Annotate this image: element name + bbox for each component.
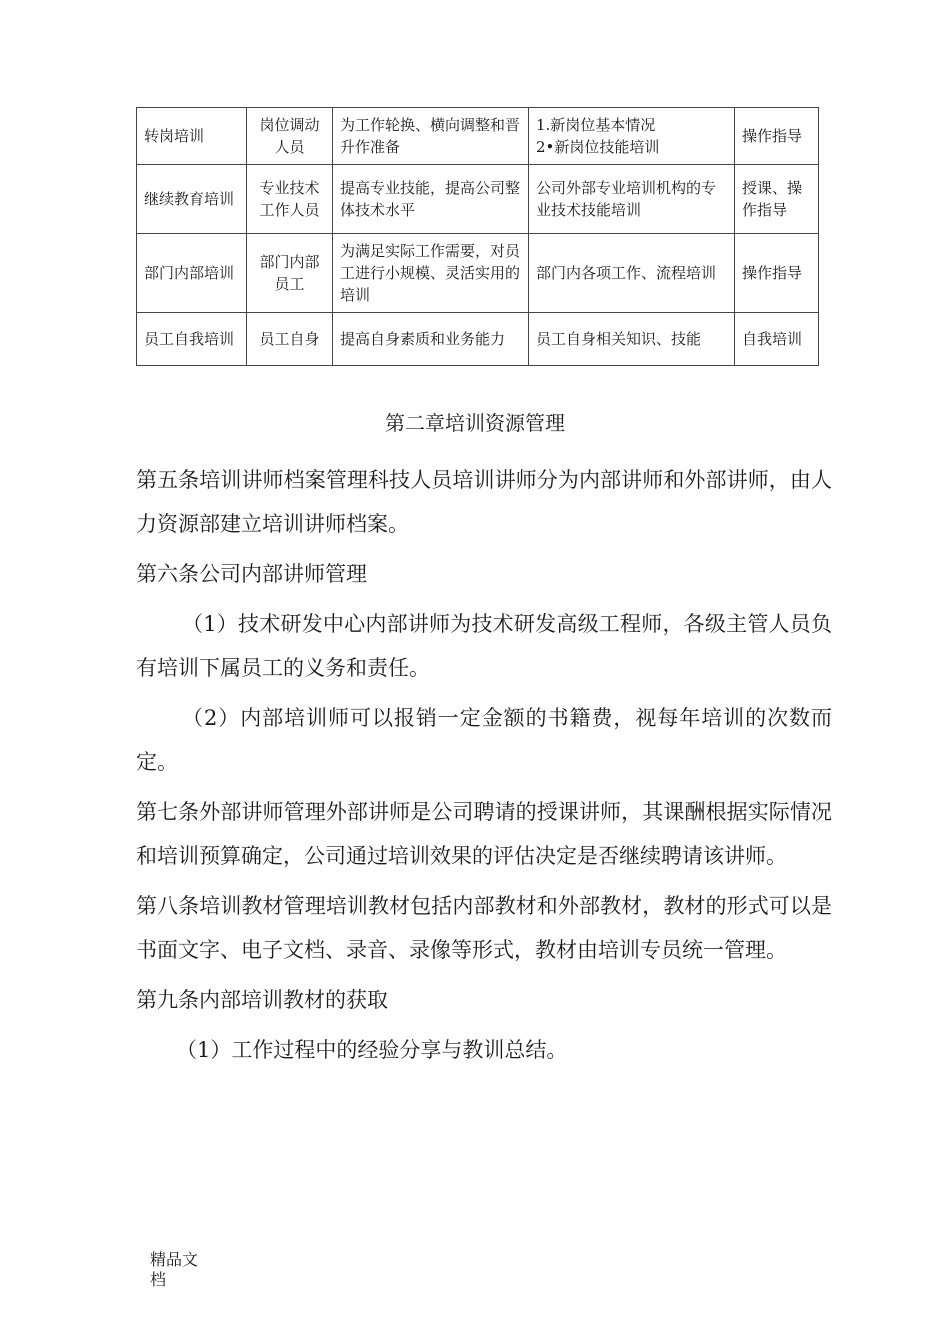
table-cell-target: 岗位调动人员 (247, 108, 333, 165)
table-row (137, 234, 819, 313)
table-cell-method: 自我培训 (735, 313, 819, 366)
paragraph-article-9-item-1: （1）工作过程中的经验分享与教训总结。 (176, 1038, 568, 1062)
chapter-title: 第二章培训资源管理 (385, 411, 565, 435)
table-cell-target: 部门内部员工 (247, 234, 333, 313)
table-row (137, 313, 819, 366)
table-cell-purpose: 提高专业技能，提高公司整体技术水平 (333, 165, 529, 234)
table-cell-content-line: 部门内各项工作、流程培训 (536, 264, 717, 282)
training-table (136, 107, 819, 366)
table-cell-purpose: 为工作轮换、横向调整和晋升作准备 (333, 108, 529, 165)
table-row (137, 165, 819, 234)
table-cell-content-line: 1.新岗位基本情况 (536, 116, 656, 134)
table-cell-target: 员工自身 (247, 313, 333, 366)
table-cell-content (529, 165, 735, 234)
table-cell-method: 授课、操作指导 (735, 165, 819, 234)
footer-watermark-text: 精品文档 (150, 1250, 199, 1289)
table-cell-content (529, 108, 735, 165)
document-body (136, 458, 832, 1078)
paragraph-article-8: 第八条培训教材管理培训教材包括内部教材和外部教材，教材的形式可以是书面文字、电子文档、录音、录像等形式，教材由培训专员统一管理。 (136, 894, 832, 962)
paragraph-article-5: 第五条培训讲师档案管理科技人员培训讲师分为内部讲师和外部讲师，由人力资源部建立培训讲师档案。 (136, 468, 832, 536)
paragraph-article-9: 第九条内部培训教材的获取 (136, 988, 388, 1012)
paragraph-article-7: 第七条外部讲师管理外部讲师是公司聘请的授课讲师，其课酬根据实际情况和培训预算确定，公司通过培训效果的评估决定是否继续聘请该讲师。 (136, 800, 832, 868)
table-cell-type: 员工自我培训 (137, 313, 247, 366)
table-cell-target: 专业技术工作人员 (247, 165, 333, 234)
table-cell-content-line: 员工自身相关知识、技能 (536, 330, 702, 348)
table-cell-method: 操作指导 (735, 234, 819, 313)
table-row (137, 108, 819, 165)
table-cell-purpose: 提高自身素质和业务能力 (333, 313, 529, 366)
training-table-body (137, 108, 819, 366)
table-cell-type: 继续教育培训 (137, 165, 247, 234)
table-cell-content-line: 2•新岗位技能培训 (536, 138, 660, 156)
table-cell-content (529, 234, 735, 313)
table-cell-type: 转岗培训 (137, 108, 247, 165)
table-cell-type: 部门内部培训 (137, 234, 247, 313)
table-cell-method: 操作指导 (735, 108, 819, 165)
table-cell-purpose: 为满足实际工作需要，对员工进行小规模、灵活实用的培训 (333, 234, 529, 313)
table-cell-content-line: 公司外部专业培训机构的专业技术技能培训 (536, 179, 717, 219)
paragraph-article-6-item-2: （2）内部培训师可以报销一定金额的书籍费，视每年培训的次数而定。 (136, 706, 832, 774)
table-cell-content (529, 313, 735, 366)
paragraph-article-6-item-1: （1）技术研发中心内部讲师为技术研发高级工程师，各级主管人员负有培训下属员工的义务和责任。 (136, 612, 832, 680)
paragraph-article-6: 第六条公司内部讲师管理 (136, 562, 367, 586)
